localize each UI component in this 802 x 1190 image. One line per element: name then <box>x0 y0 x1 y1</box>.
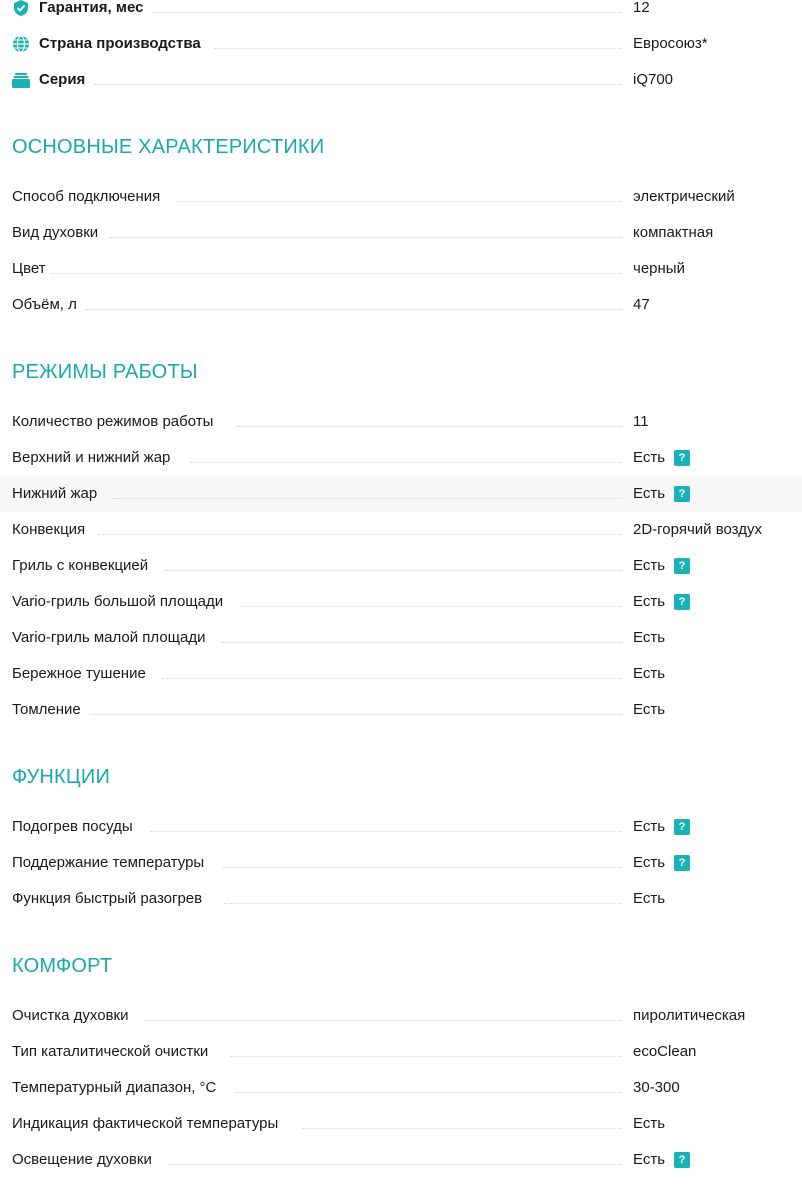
dotted-leader <box>94 84 622 85</box>
value-text: Есть <box>633 854 666 871</box>
dotted-leader <box>224 903 622 904</box>
spec-label: Цвет <box>12 260 46 277</box>
spec-label: Способ подключения <box>12 188 161 205</box>
help-icon[interactable]: ? <box>674 855 690 871</box>
spec-value: 47 <box>633 296 650 313</box>
dotted-leader <box>112 498 622 499</box>
section-title-main: ОСНОВНЫЕ ХАРАКТЕРИСТИКИ <box>12 136 325 158</box>
spec-value: iQ700 <box>633 71 674 88</box>
spec-value <box>633 584 690 620</box>
spec-value: пиролитическая <box>633 1007 746 1024</box>
dotted-leader <box>168 1164 622 1165</box>
dotted-leader <box>235 1092 622 1093</box>
spec-row <box>0 881 802 917</box>
spec-row <box>0 1106 802 1142</box>
section-title-comfort: КОМФОРТ <box>12 955 113 977</box>
spec-row <box>0 692 802 728</box>
spec-value <box>633 440 690 476</box>
spec-label: Страна производства <box>39 35 201 52</box>
help-icon[interactable]: ? <box>674 486 690 502</box>
help-icon[interactable]: ? <box>674 1152 690 1168</box>
dotted-leader <box>214 48 622 49</box>
spec-label: Томление <box>12 701 81 718</box>
dotted-leader <box>98 534 622 535</box>
value-text: Есть <box>633 1151 666 1168</box>
spec-value: Есть <box>633 665 666 682</box>
spec-row <box>0 215 802 251</box>
spec-value <box>633 1142 690 1178</box>
spec-row <box>0 179 802 215</box>
dotted-leader <box>222 642 622 643</box>
spec-value <box>633 845 690 881</box>
spec-row <box>0 656 802 692</box>
spec-value: Есть <box>633 629 666 646</box>
spec-label: Освещение духовки <box>12 1151 152 1168</box>
value-text: Есть <box>633 818 666 835</box>
spec-row <box>0 620 802 656</box>
dotted-leader <box>164 570 622 571</box>
dotted-leader <box>152 12 622 13</box>
dotted-leader <box>177 201 622 202</box>
spec-label: Vario-гриль большой площади <box>12 593 224 610</box>
spec-row-highlighted <box>0 476 802 512</box>
spec-row-warranty <box>0 0 802 26</box>
stack-icon <box>12 71 30 89</box>
spec-label: Бережное тушение <box>12 665 146 682</box>
spec-row-series <box>0 62 802 98</box>
spec-label: Поддержание температуры <box>12 854 205 871</box>
spec-label: Конвекция <box>12 521 86 538</box>
spec-value: 30-300 <box>633 1079 680 1096</box>
globe-icon <box>12 35 30 53</box>
value-text: Есть <box>633 557 666 574</box>
value-text: Есть <box>633 485 666 502</box>
spec-value: Есть <box>633 890 666 907</box>
spec-row <box>0 287 802 323</box>
spec-row <box>0 1142 802 1178</box>
spec-value: 12 <box>633 0 650 16</box>
spec-label: Количество режимов работы <box>12 413 214 430</box>
spec-label: Серия <box>39 71 86 88</box>
dotted-leader <box>230 1056 622 1057</box>
spec-value <box>633 548 690 584</box>
spec-label: Индикация фактической температуры <box>12 1115 279 1132</box>
spec-label: Тип каталитической очистки <box>12 1043 209 1060</box>
spec-row <box>0 512 802 548</box>
spec-value: Есть <box>633 701 666 718</box>
dotted-leader <box>110 237 622 238</box>
help-icon[interactable]: ? <box>674 594 690 610</box>
spec-label: Верхний и нижний жар <box>12 449 171 466</box>
dotted-leader <box>51 273 622 274</box>
spec-label: Температурный диапазон, °C <box>12 1079 217 1096</box>
spec-value: Есть <box>633 1115 666 1132</box>
spec-value <box>633 809 690 845</box>
section-title-functions: ФУНКЦИИ <box>12 766 111 788</box>
spec-label: Гриль с конвекцией <box>12 557 149 574</box>
spec-label: Очистка духовки <box>12 1007 129 1024</box>
spec-label: Гарантия, мес <box>39 0 144 16</box>
spec-row <box>0 998 802 1034</box>
help-icon[interactable]: ? <box>674 450 690 466</box>
spec-row <box>0 845 802 881</box>
dotted-leader <box>86 309 622 310</box>
dotted-leader <box>236 426 622 427</box>
spec-value: 2D-горячий воздух <box>633 521 762 538</box>
dotted-leader <box>90 714 622 715</box>
shield-check-icon <box>12 0 30 17</box>
help-icon[interactable]: ? <box>674 558 690 574</box>
spec-value: компактная <box>633 224 714 241</box>
spec-label: Вид духовки <box>12 224 99 241</box>
spec-value: черный <box>633 260 685 277</box>
spec-label: Vario-гриль малой площади <box>12 629 206 646</box>
spec-row <box>0 809 802 845</box>
dotted-leader <box>150 831 622 832</box>
spec-value: ecoClean <box>633 1043 697 1060</box>
dotted-leader <box>302 1128 622 1129</box>
dotted-leader <box>162 678 622 679</box>
dotted-leader <box>241 606 622 607</box>
section-title-modes: РЕЖИМЫ РАБОТЫ <box>12 361 198 383</box>
spec-label: Функция быстрый разогрев <box>12 890 203 907</box>
spec-row <box>0 440 802 476</box>
dotted-leader <box>190 462 622 463</box>
spec-row <box>0 404 802 440</box>
help-icon[interactable]: ? <box>674 819 690 835</box>
spec-row <box>0 251 802 287</box>
spec-label: Нижний жар <box>12 485 98 502</box>
spec-row <box>0 1034 802 1070</box>
spec-value: 11 <box>633 413 649 430</box>
spec-value <box>633 476 690 512</box>
spec-row <box>0 1070 802 1106</box>
dotted-leader <box>223 867 622 868</box>
spec-row <box>0 584 802 620</box>
spec-label: Подогрев посуды <box>12 818 133 835</box>
spec-row <box>0 548 802 584</box>
spec-row-country <box>0 26 802 62</box>
dotted-leader <box>145 1020 622 1021</box>
value-text: Есть <box>633 449 666 466</box>
spec-value: электрический <box>633 188 735 205</box>
spec-label: Объём, л <box>12 296 77 313</box>
spec-value: Евросоюз* <box>633 35 708 52</box>
value-text: Есть <box>633 593 666 610</box>
